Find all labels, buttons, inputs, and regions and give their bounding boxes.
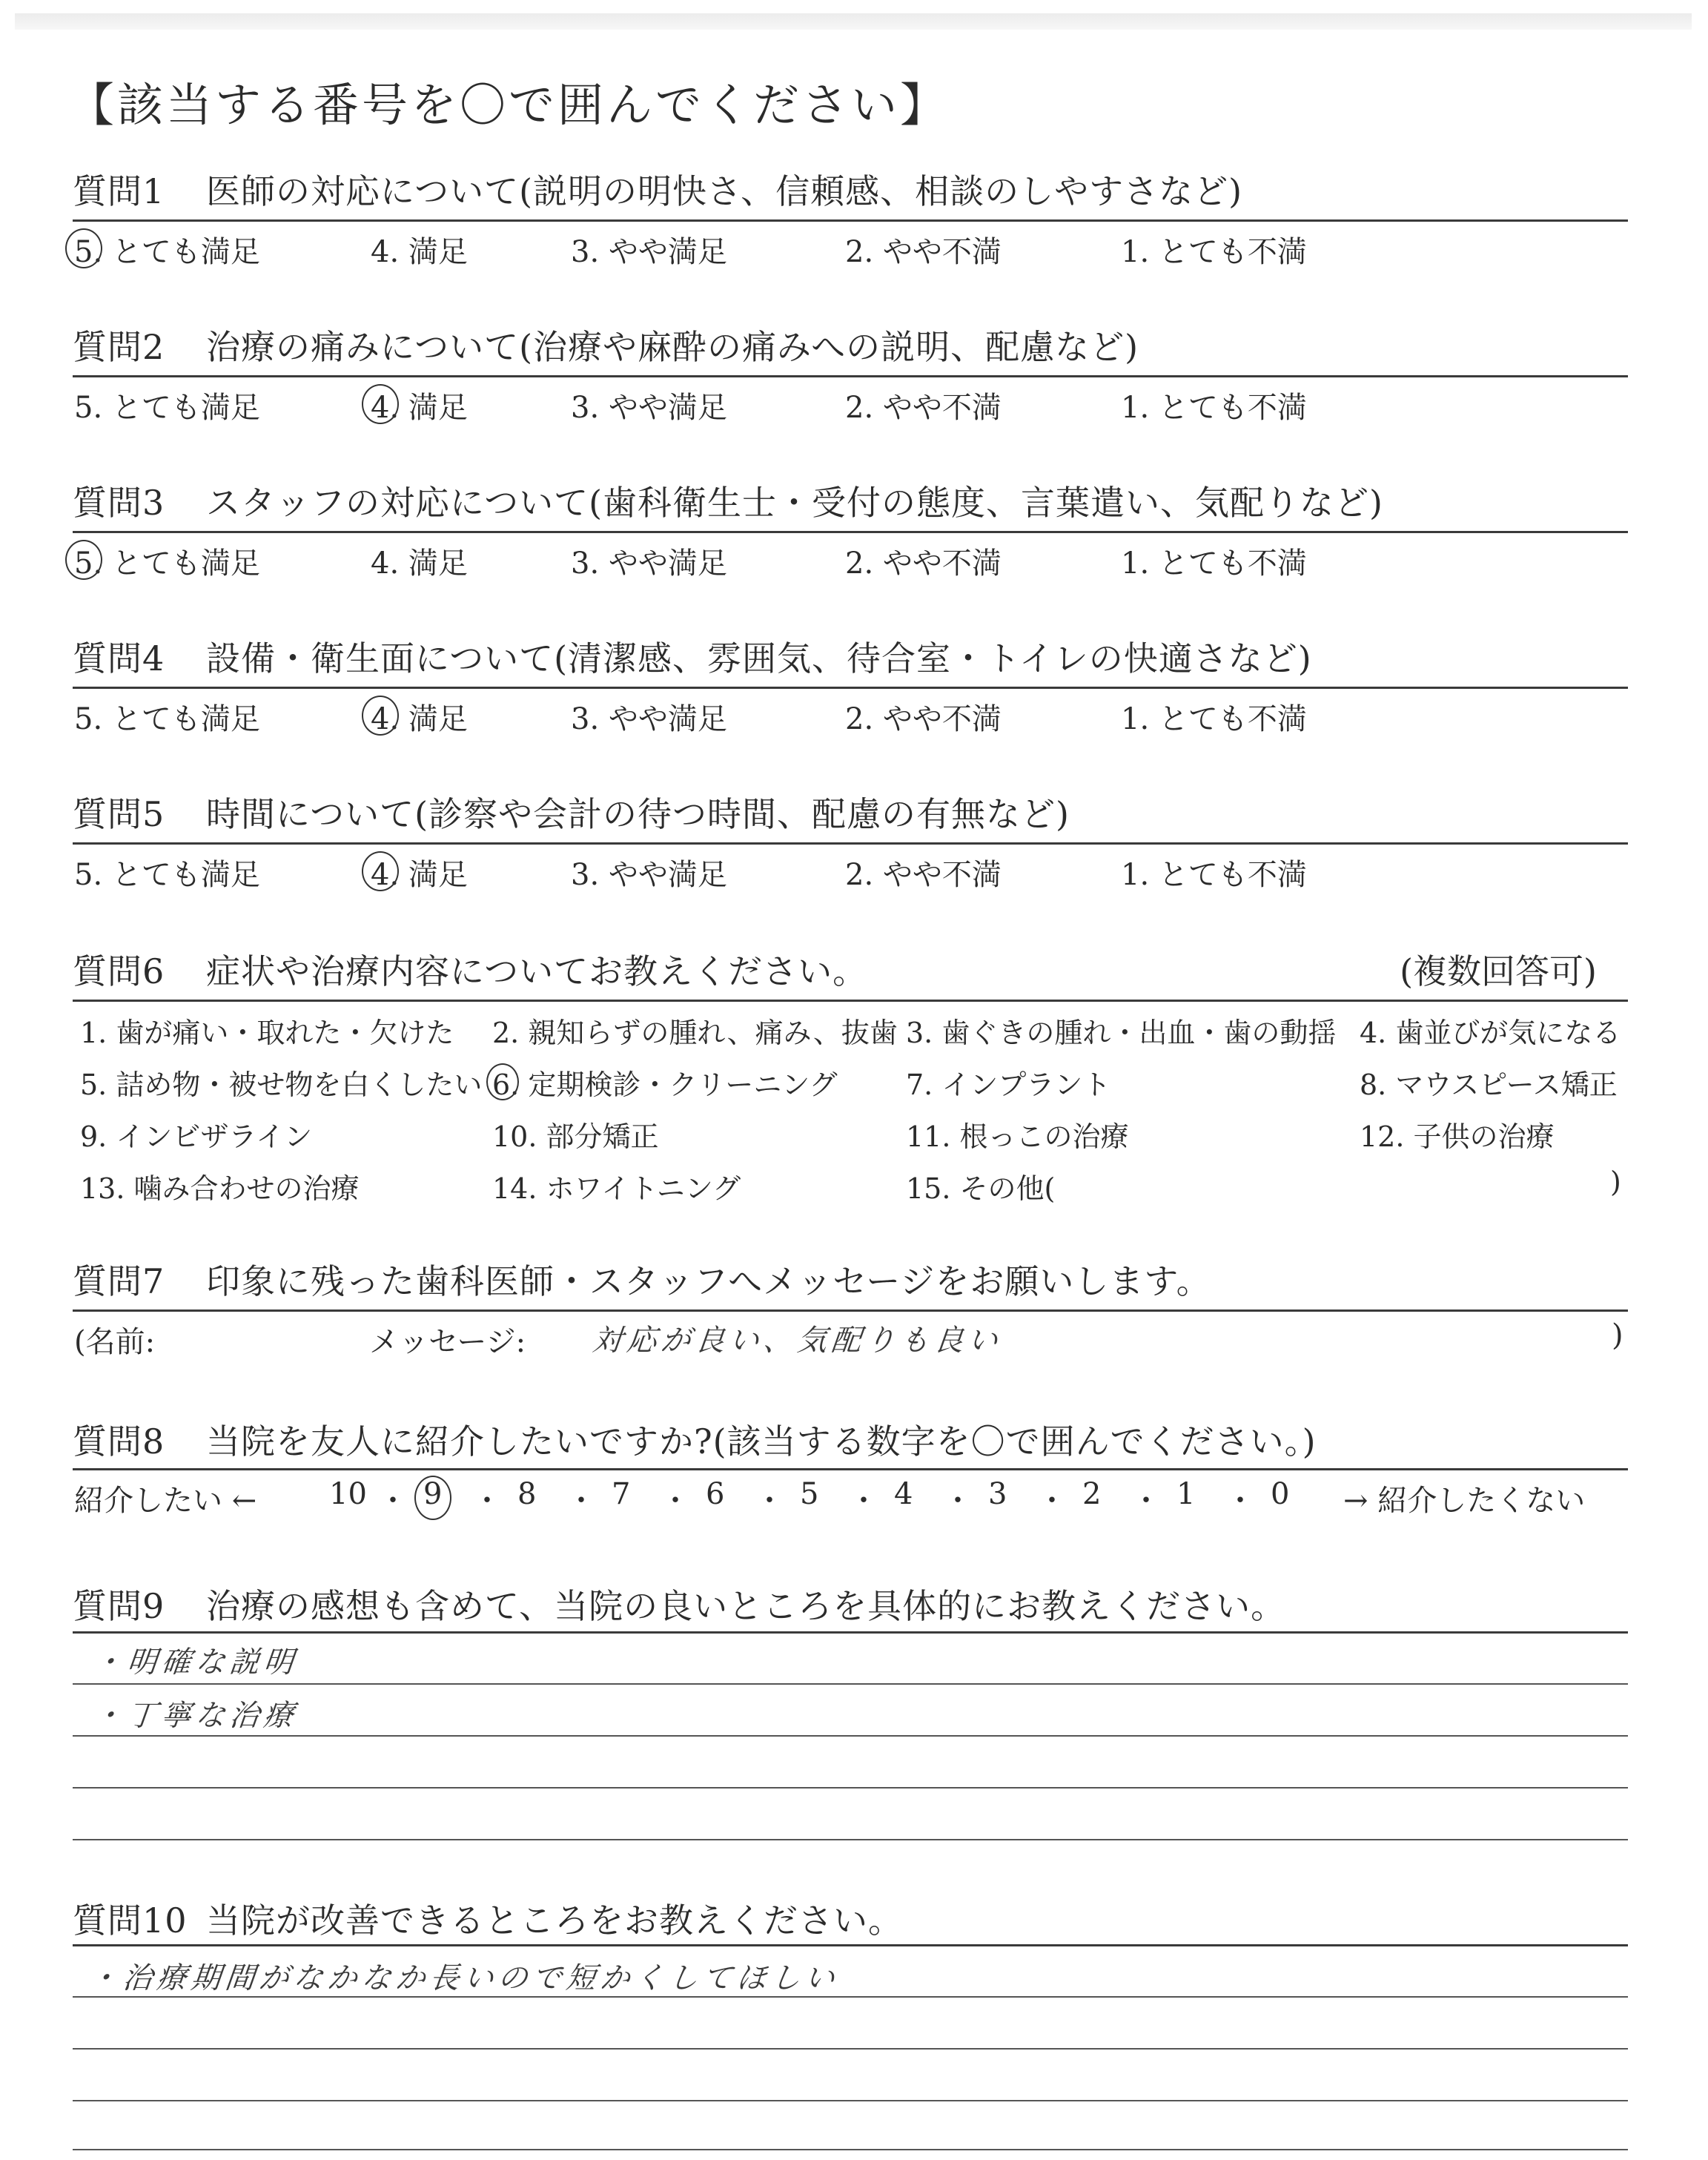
q1-text: 医師の対応について(説明の明快さ、信頼感、相談のしやすさなど) [206,171,1243,211]
q6-text: 症状や治療内容についてお教えください。 [206,951,868,991]
q4-number: 質問4 [73,638,165,678]
q7-heading [73,1255,1211,1304]
q3-option-1[interactable]: 1. とても不満 [1121,546,1307,581]
q2-text: 治療の痛みについて(治療や麻酔の痛みへの説明、配慮など) [206,327,1139,367]
q8-separator: ・ [378,1484,408,1518]
q5-rule [73,842,1628,845]
q10-handwritten-line-1: ・治療期間がなかなか長いので短かくしてほしい [87,1961,841,1995]
q6-option-11[interactable]: 11. 根っこの治療 [906,1120,1129,1153]
q10-answer-line [73,2149,1628,2150]
q8-left-label: 紹介したい ← [74,1484,257,1518]
q8-separator: ・ [1037,1484,1067,1518]
q7-name-label: (名前: [74,1325,156,1359]
q7-number: 質問7 [73,1261,165,1301]
q6-other-close-paren: ) [1610,1166,1621,1198]
q4-heading [73,632,1312,681]
q3-selection-circle [65,540,102,580]
q6-option-9[interactable]: 9. インビザライン [80,1120,313,1153]
q9-answer-line [73,1683,1628,1685]
q9-handwritten-line-1: ・明確な説明 [91,1645,300,1680]
q4-option-3[interactable]: 3. やや満足 [571,702,727,736]
q6-option-2[interactable]: 2. 親知らずの腫れ、痛み、抜歯 [492,1017,898,1049]
q7-close-paren: ) [1612,1318,1623,1353]
q8-number: 質問8 [73,1421,165,1462]
q8-separator: ・ [943,1484,973,1518]
q6-option-7[interactable]: 7. インプラント [906,1069,1111,1101]
q8-separator: ・ [755,1484,784,1518]
q3-rule [73,531,1628,533]
q6-multi-note: (複数回答可) [1400,951,1597,991]
q2-option-3[interactable]: 3. やや満足 [571,391,727,425]
q8-heading [73,1415,1317,1464]
q9-handwritten-line-2: ・丁寧な治療 [91,1699,300,1733]
q6-selection-circle [486,1063,519,1100]
q3-option-5[interactable]: 5. とても満足 [74,546,260,581]
q1-option-4[interactable]: 4. 満足 [371,235,468,269]
q10-heading [73,1894,903,1943]
q4-option-2[interactable]: 2. やや不満 [845,702,1002,736]
q10-answer-line [73,2100,1628,2101]
q7-handwritten-message: 対応が良い、気配りも良い [591,1324,1004,1358]
q9-rule [73,1631,1628,1634]
q8-scale-2[interactable]: 2 [1082,1477,1102,1511]
q10-answer-line [73,2048,1628,2050]
q6-option-14[interactable]: 14. ホワイトニング [492,1172,741,1205]
q4-option-5[interactable]: 5. とても満足 [74,702,260,736]
q9-answer-line [73,1787,1628,1789]
q5-option-2[interactable]: 2. やや不満 [845,858,1002,892]
q8-separator: ・ [472,1484,502,1518]
q1-option-3[interactable]: 3. やや満足 [571,235,727,269]
q3-number: 質問3 [73,483,165,523]
q9-number: 質問9 [73,1586,165,1626]
q8-separator: ・ [661,1484,690,1518]
q6-option-10[interactable]: 10. 部分矯正 [492,1120,659,1153]
q8-text: 当院を友人に紹介したいですか?(該当する数字を〇で囲んでください。) [206,1421,1317,1462]
q8-scale-8[interactable]: 8 [517,1477,537,1511]
page-title: 【該当する番号を〇で囲んでください】 [68,78,950,132]
q8-rule [73,1468,1628,1470]
q2-option-4[interactable]: 4. 満足 [371,391,468,425]
q8-separator: ・ [1131,1484,1161,1518]
q5-text: 時間について(診察や会計の待つ時間、配慮の有無など) [206,794,1070,834]
q7-message-label: メッセージ: [369,1325,526,1359]
q6-option-15[interactable]: 15. その他( [906,1172,1056,1205]
q5-number: 質問5 [73,794,165,834]
q2-rule [73,375,1628,377]
q6-heading [73,945,867,994]
q10-number: 質問10 [73,1900,188,1941]
q2-option-1[interactable]: 1. とても不満 [1121,391,1307,425]
q8-selection-circle [414,1476,451,1520]
q6-number: 質問6 [73,951,165,991]
q7-text: 印象に残った歯科医師・スタッフへメッセージをお願いします。 [206,1261,1211,1301]
q5-option-4[interactable]: 4. 満足 [371,858,468,892]
q9-heading [73,1579,1285,1628]
q1-heading [73,165,1242,214]
q8-scale-10[interactable]: 10 [329,1477,367,1511]
q3-option-4[interactable]: 4. 満足 [371,546,468,581]
q6-rule [73,1000,1628,1002]
q8-scale-6[interactable]: 6 [706,1477,725,1511]
q2-selection-circle [362,384,399,424]
q10-rule [73,1944,1628,1946]
q1-option-1[interactable]: 1. とても不満 [1121,235,1307,269]
q10-text: 当院が改善できるところをお教えください。 [206,1900,903,1941]
q9-text: 治療の感想も含めて、当院の良いところを具体的にお教えください。 [206,1586,1286,1626]
q1-rule [73,219,1628,222]
q3-option-3[interactable]: 3. やや満足 [571,546,727,581]
q3-heading [73,476,1383,525]
q2-heading [73,320,1139,369]
q4-option-1[interactable]: 1. とても不満 [1121,702,1307,736]
q8-scale-3[interactable]: 3 [988,1477,1007,1511]
q5-option-1[interactable]: 1. とても不満 [1121,858,1307,892]
q5-selection-circle [362,851,399,891]
q2-option-2[interactable]: 2. やや不満 [845,391,1002,425]
q6-option-4[interactable]: 4. 歯並びが気になる [1360,1017,1621,1049]
q5-option-3[interactable]: 3. やや満足 [571,858,727,892]
q8-scale-0[interactable]: 0 [1271,1477,1290,1511]
q5-heading [73,787,1070,836]
q1-option-5[interactable]: 5. とても満足 [74,235,260,269]
q3-text: スタッフの対応について(歯科衛生士・受付の態度、言葉遣い、気配りなど) [206,483,1383,523]
q6-option-6[interactable]: 6. 定期検診・クリーニング [492,1069,838,1101]
q8-scale-7[interactable]: 7 [612,1477,631,1511]
q1-selection-circle [65,228,102,268]
q8-separator: ・ [849,1484,878,1518]
q6-option-3[interactable]: 3. 歯ぐきの腫れ・出血・歯の動揺 [906,1017,1337,1049]
q4-selection-circle [362,696,399,736]
q4-text: 設備・衛生面について(清潔感、雰囲気、待合室・トイレの快適さなど) [206,638,1312,678]
q2-number: 質問2 [73,327,165,367]
q9-answer-line [73,1839,1628,1840]
q2-option-5[interactable]: 5. とても満足 [74,391,260,425]
q6-option-12[interactable]: 12. 子供の治療 [1360,1120,1555,1153]
q4-rule [73,687,1628,689]
q1-option-2[interactable]: 2. やや不満 [845,235,1002,269]
q8-separator: ・ [566,1484,596,1518]
q8-right-label: → 紹介したくない [1343,1484,1586,1518]
q8-scale-4[interactable]: 4 [894,1477,913,1511]
q8-separator: ・ [1225,1484,1255,1518]
q8-scale-9[interactable]: 9 [423,1477,443,1511]
q8-scale-5[interactable]: 5 [800,1477,819,1511]
q1-number: 質問1 [73,171,165,211]
q9-answer-line [73,1735,1628,1737]
q6-option-13[interactable]: 13. 噛み合わせの治療 [80,1172,360,1205]
q4-option-4[interactable]: 4. 満足 [371,702,468,736]
q5-option-5[interactable]: 5. とても満足 [74,858,260,892]
q7-rule [73,1309,1628,1312]
q8-scale-1[interactable]: 1 [1176,1477,1196,1511]
q6-option-5[interactable]: 5. 詰め物・被せ物を白くしたい [80,1069,483,1101]
q3-option-2[interactable]: 2. やや不満 [845,546,1002,581]
q6-option-8[interactable]: 8. マウスピース矯正 [1360,1069,1618,1101]
q6-option-1[interactable]: 1. 歯が痛い・取れた・欠けた [80,1017,454,1049]
